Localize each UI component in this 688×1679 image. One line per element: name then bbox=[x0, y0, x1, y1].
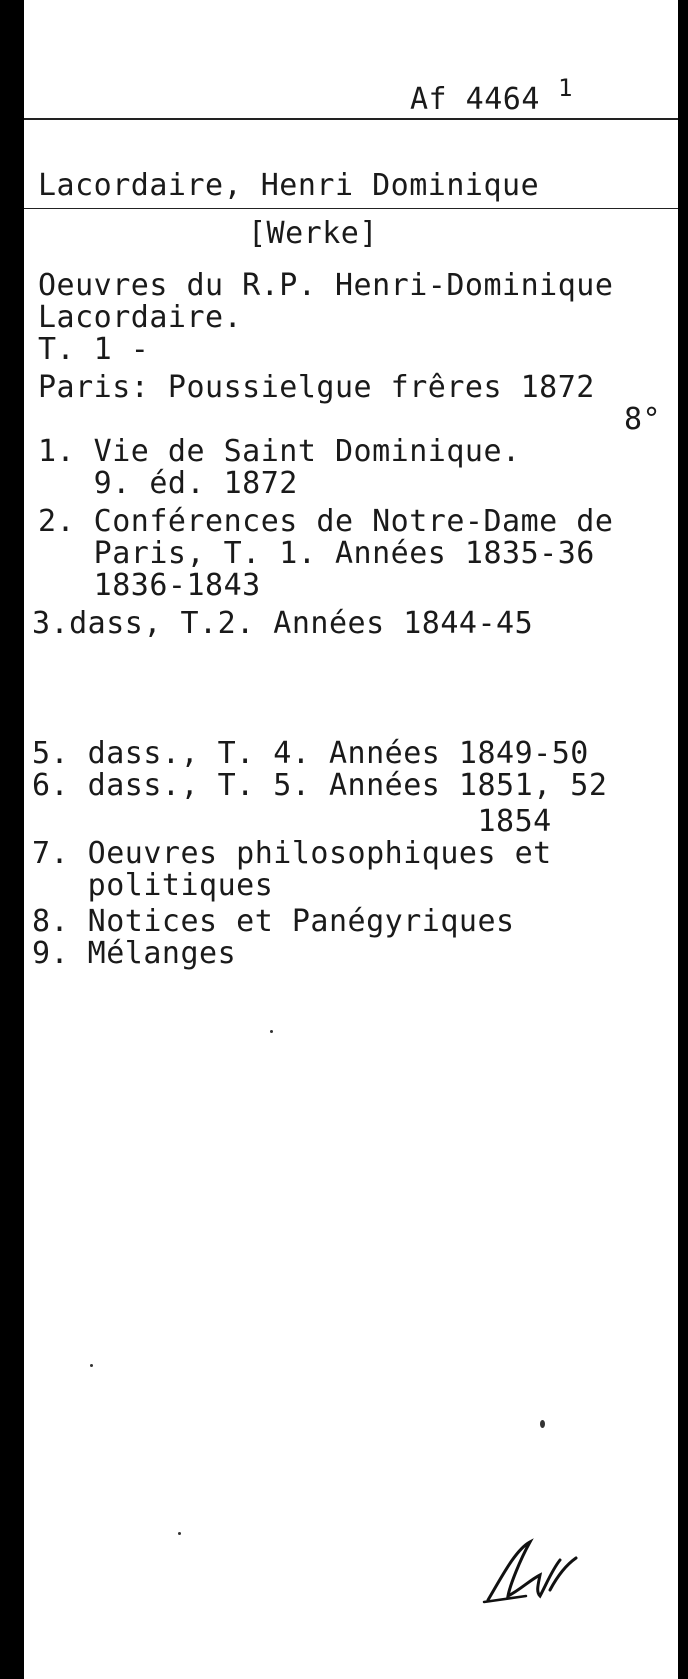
uniform-title: [Werke] bbox=[248, 216, 378, 251]
contents-item-7: 7. Oeuvres philosophiques et bbox=[32, 836, 552, 871]
contents-item-2: 2. Conférences de Notre-Dame de bbox=[38, 504, 614, 539]
contents-item-2-cont: Paris, T. 1. Années 1835-36 bbox=[38, 536, 595, 571]
ink-speck bbox=[90, 1364, 93, 1367]
title-line-2: Lacordaire. bbox=[38, 300, 243, 335]
contents-item-3: 3.dass, T.2. Années 1844-45 bbox=[32, 606, 534, 641]
contents-item-7-cont: politiques bbox=[32, 868, 274, 903]
contents-item-9: 9. Mélanges bbox=[32, 936, 237, 971]
call-number-superscript: 1 bbox=[558, 74, 573, 102]
call-number: Af 4464 bbox=[410, 82, 540, 117]
contents-item-1-edition: 9. éd. 1872 bbox=[38, 466, 298, 501]
contents-item-2-years: 1836-1843 bbox=[38, 568, 261, 603]
ink-speck bbox=[270, 1030, 273, 1033]
contents-item-5: 5. dass., T. 4. Années 1849-50 bbox=[32, 736, 589, 771]
ink-speck bbox=[540, 1420, 545, 1428]
title-line-1: Oeuvres du R.P. Henri-Dominique bbox=[38, 268, 614, 303]
handwritten-initials bbox=[480, 1530, 600, 1610]
title-line-3: T. 1 - bbox=[38, 332, 150, 367]
card-left-edge bbox=[0, 0, 24, 1679]
author-heading: Lacordaire, Henri Dominique bbox=[38, 168, 540, 203]
card-right-edge bbox=[678, 0, 688, 1679]
author-rule bbox=[24, 208, 678, 209]
format-line: 8° bbox=[624, 402, 662, 437]
imprint-line: Paris: Poussielgue frêres 1872 bbox=[38, 370, 595, 405]
contents-item-6-year: 1854 bbox=[32, 804, 552, 839]
contents-item-8: 8. Notices et Panégyriques bbox=[32, 904, 515, 939]
contents-item-1: 1. Vie de Saint Dominique. bbox=[38, 434, 521, 469]
top-rule bbox=[24, 118, 678, 120]
contents-item-6: 6. dass., T. 5. Années 1851, 52 bbox=[32, 768, 608, 803]
ink-speck bbox=[178, 1532, 181, 1535]
